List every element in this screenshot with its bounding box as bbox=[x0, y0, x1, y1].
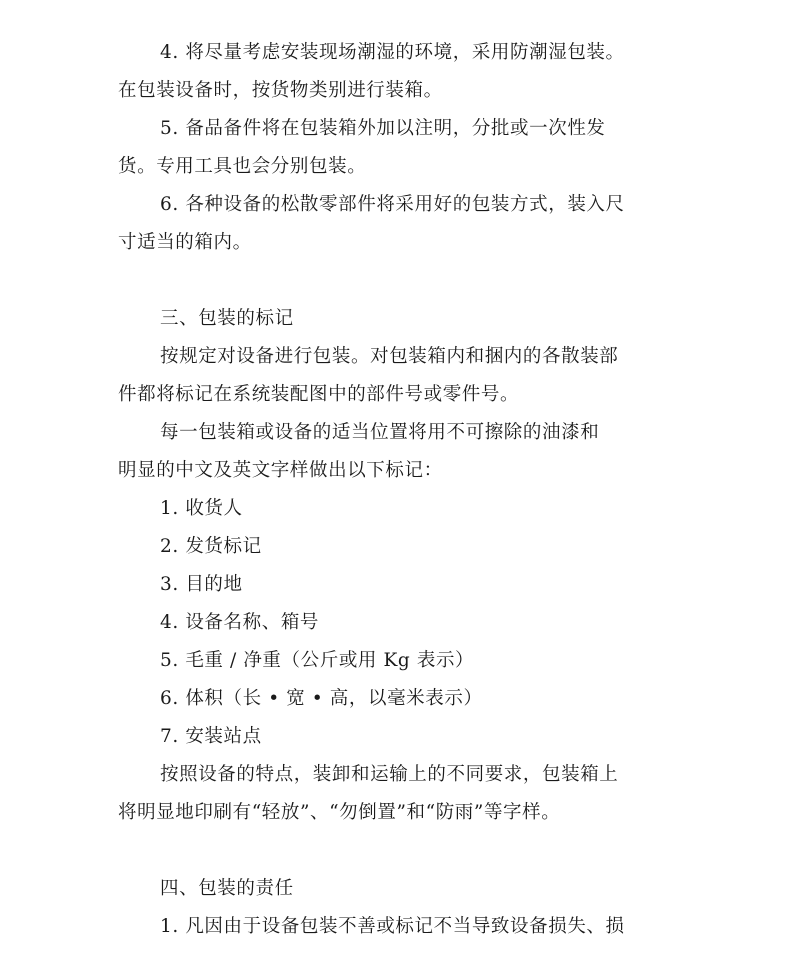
list-item: 7. 安装站点 bbox=[160, 726, 262, 747]
paragraph-line: 货。专用工具也会分别包装。 bbox=[118, 156, 367, 177]
section-heading-responsibility: 四、包装的责任 bbox=[160, 878, 294, 899]
paragraph-line: 5. 备品备件将在包装箱外加以注明，分批或一次性发 bbox=[160, 118, 606, 139]
paragraph-line: 将明显地印刷有“轻放”、“勿倒置”和“防雨”等字样。 bbox=[118, 802, 561, 823]
paragraph-line: 4. 将尽量考虑安装现场潮湿的环境，采用防潮湿包装。 bbox=[160, 42, 625, 63]
paragraph-line: 按规定对设备进行包装。对包装箱内和捆内的各散装部 bbox=[160, 346, 619, 367]
document-body bbox=[118, 34, 688, 946]
paragraph-line: 每一包装箱或设备的适当位置将用不可擦除的油漆和 bbox=[160, 422, 600, 443]
list-item: 2. 发货标记 bbox=[160, 536, 262, 557]
list-item: 1. 收货人 bbox=[160, 498, 243, 519]
list-item: 6. 体积（长 • 宽 • 高，以毫米表示） bbox=[160, 688, 483, 709]
paragraph-spacer bbox=[118, 832, 688, 870]
paragraph-line: 1. 凡因由于设备包装不善或标记不当导致设备损失、损 bbox=[160, 916, 625, 937]
paragraph-spacer bbox=[118, 262, 688, 300]
paragraph-line: 寸适当的箱内。 bbox=[118, 232, 252, 253]
list-item: 5. 毛重 / 净重（公斤或用 Kg 表示） bbox=[160, 650, 475, 671]
paragraph-line: 6. 各种设备的松散零部件将采用好的包装方式，装入尺 bbox=[160, 194, 625, 215]
paragraph-line: 在包装设备时，按货物类别进行装箱。 bbox=[118, 80, 443, 101]
paragraph-line: 按照设备的特点，装卸和运输上的不同要求，包装箱上 bbox=[160, 764, 619, 785]
list-item: 3. 目的地 bbox=[160, 574, 243, 595]
paragraph-line: 明显的中文及英文字样做出以下标记： bbox=[118, 460, 443, 481]
paragraph-line: 件都将标记在系统装配图中的部件号或零件号。 bbox=[118, 384, 520, 405]
section-heading-marking: 三、包装的标记 bbox=[160, 308, 294, 329]
list-item: 4. 设备名称、箱号 bbox=[160, 612, 320, 633]
